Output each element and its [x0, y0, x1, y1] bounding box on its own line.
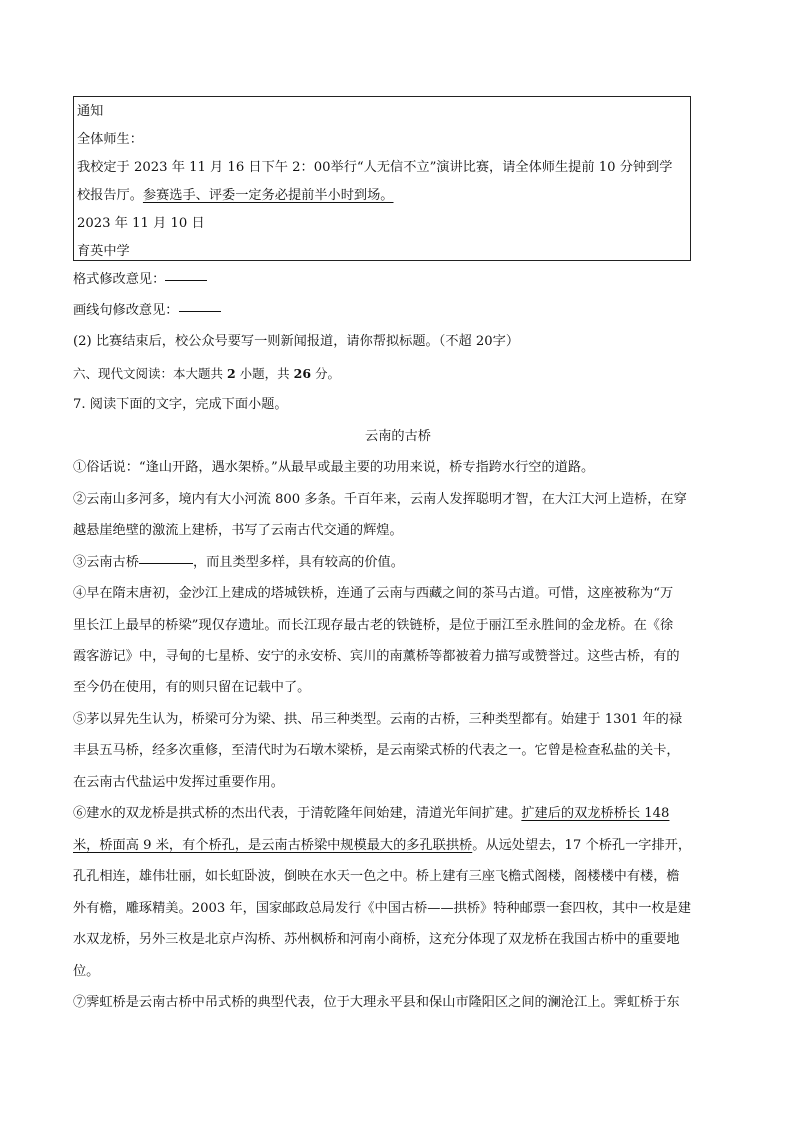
paragraph-6-line: 米，桥面高 9 米，有个桥孔，是云南古桥梁中规模最大的多孔联拱桥。从远处望去，17 个桥孔一字排开，	[73, 838, 692, 853]
notice-body-line2	[77, 182, 687, 210]
paragraph-6-line: 孔孔相连，雄伟壮丽，如长虹卧波，倒映在水天一色之中。桥上建有三座飞檐式阁楼，阁楼楼中有楼，檐	[73, 869, 680, 884]
notice-box	[73, 96, 691, 261]
underlined-suggestion-label: 画线句修改意见：	[73, 303, 179, 318]
format-suggestion	[73, 266, 207, 294]
paragraph-4-line: 至今仍在使用，有的则只留在记载中了。	[73, 680, 311, 695]
answer-blank	[179, 310, 221, 312]
notice-underlined-sentence: 参赛选手、评委一定务必提前半小时到场。	[142, 188, 394, 203]
paragraph-6-line: ⑥建水的双龙桥是拱式桥的杰出代表，于清乾隆年间始建，清道光年间扩建。扩建后的双龙桥桥长 148	[73, 806, 670, 821]
answer-blank	[139, 562, 193, 564]
notice-signature: 育英中学	[77, 244, 130, 259]
paragraph-4-line: ④早在隋末唐初，金沙江上建成的塔城铁桥，连通了云南与西藏之间的茶马古道。可惜，这座被称为“万	[73, 586, 674, 601]
paragraph-5-line: ⑤茅以昇先生认为，桥梁可分为梁、拱、吊三种类型。云南的古桥，三种类型都有。始建于 1301 年的禄	[73, 712, 683, 727]
paragraph-7-line: ⑦霁虹桥是云南古桥中吊式桥的典型代表，位于大理永平县和保山市隆阳区之间的澜沧江上。霁虹桥于东	[73, 995, 680, 1010]
underlined-sentence: 米，桥面高 9 米，有个桥孔，是云南古桥梁中规模最大的多孔联拱桥	[73, 838, 473, 853]
paragraph-6-line: 位。	[73, 964, 100, 979]
paragraph-2-line: 越悬崖绝壁的激流上建桥，书写了云南古代交通的辉煌。	[73, 523, 403, 538]
paragraph-5-line: 在云南古代盐运中发挥过重要作用。	[73, 775, 284, 790]
format-suggestion-label: 格式修改意见：	[73, 272, 166, 287]
notice-body-line1: 我校定于 2023 年 11 月 16 日下午 2：00举行“人无信不立”演讲比赛，请全体师生提前 10 分钟到学	[77, 160, 673, 175]
paragraph-6-line: 水双龙桥，另外三枚是北京卢沟桥、苏州枫桥和河南小商桥，这充分体现了双龙桥在我国古桥中的重要地	[73, 932, 680, 947]
notice-heading: 通知	[77, 104, 104, 119]
paragraph-1: ①俗话说：“逢山开路，遇水架桥。”从最早或最主要的功用来说，桥专指跨水行空的道路。	[73, 460, 595, 475]
notice-date: 2023 年 11 月 10 日	[77, 216, 205, 231]
question-7-intro: 7. 阅读下面的文字，完成下面小题。	[73, 397, 288, 412]
notice-salutation: 全体师生：	[77, 132, 143, 147]
paragraph-4-line: 霞客游记》中，寻甸的七星桥、安宁的永安桥、宾川的南薰桥等都被着力描写或赞誉过。这些古桥，有的	[73, 649, 680, 664]
question-2: (2) 比赛结束后，校公众号要写一则新闻报道，请你帮拟标题。（不超 20字）	[73, 334, 520, 349]
paragraph-2-line: ②云南山多河多，境内有大小河流 800 多条。千百年来，云南人发挥聪明才智，在大江大河上造桥，在穿	[73, 492, 687, 507]
answer-blank	[165, 279, 207, 281]
paragraph-6-line: 外有檐，雕琢精美。2003 年，国家邮政总局发行《中国古桥——拱桥》特种邮票一套四枚，其中一枚是建	[73, 901, 691, 916]
section-6-heading: 六、现代文阅读：本大题共 2 小题，共 26 分。	[73, 366, 341, 381]
paragraph-4-line: 里长江上最早的桥梁”现仅存遗址。而长江现存最古老的铁链桥，是位于丽江至永胜间的金龙桥。在《徐	[73, 618, 674, 633]
notice-body-plain: 校报告厅。	[77, 188, 143, 203]
paragraph-3: ③云南古桥 ，而且类型多样，具有较高的价值。	[73, 555, 404, 570]
underlined-suggestion	[73, 297, 221, 325]
underlined-sentence: 扩建后的双龙桥桥长 148	[521, 806, 670, 821]
paragraph-5-line: 丰县五马桥，经多次重修，至清代时为石墩木梁桥，是云南梁式桥的代表之一。它曾是检查私盐的关卡，	[73, 743, 680, 758]
article-title: 云南的古桥	[365, 429, 431, 444]
